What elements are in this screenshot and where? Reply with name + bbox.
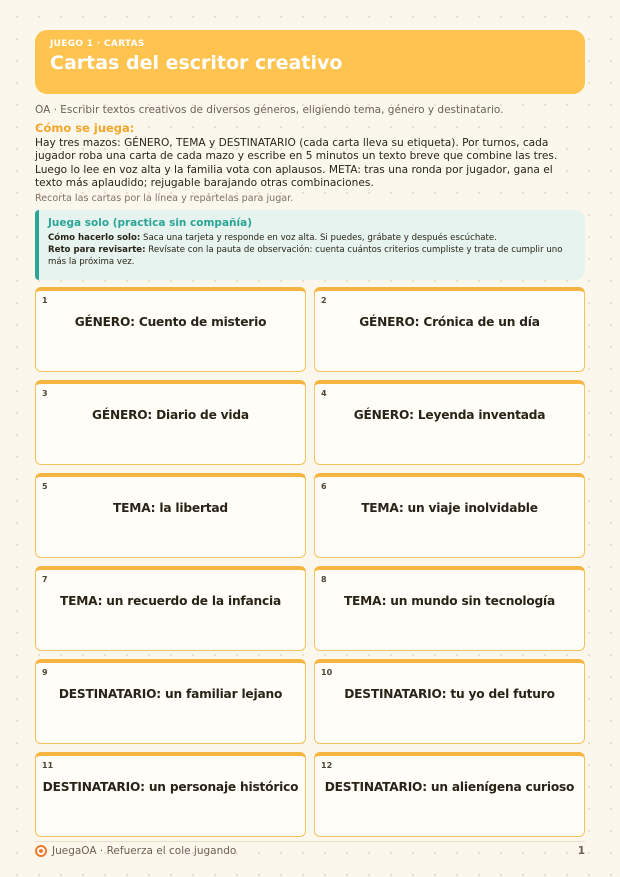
card — [314, 287, 585, 372]
card-number: 1 — [42, 296, 48, 305]
card — [35, 659, 306, 744]
card-label: GÉNERO: Diario de vida — [92, 408, 249, 422]
card-label: TEMA: un mundo sin tecnología — [343, 594, 556, 608]
solo-how-label: Cómo hacerlo solo: — [48, 233, 141, 243]
card-number: 10 — [321, 668, 333, 677]
card-number: 8 — [321, 575, 327, 584]
solo-review-line — [48, 244, 575, 268]
solo-how-text: Saca una tarjeta y responde en voz alta. Si puedes, grábate y después escúchate. — [140, 233, 497, 243]
card-label: DESTINATARIO: tu yo del futuro — [344, 687, 555, 701]
how-to-play-text: Hay tres mazos: GÉNERO, TEMA y DESTINATARIO (cada carta lleva su etiqueta). Por turnos, cada jugador roba una carta de cada mazo y escribe en 5 minutos un texto breve que combine las tres. Luego lo lee en voz alta y la familia vota con aplausos. META: tras una ronda por jugador, gana el texto más aplaudido; rejugable barajando otras combinaciones. — [35, 137, 558, 190]
card — [314, 566, 585, 651]
card-number: 2 — [321, 296, 327, 305]
card — [35, 287, 306, 372]
solo-title: Juega solo (practica sin compañía) — [48, 217, 252, 229]
cut-note: Recorta las cartas por la línea y repártelas para jugar. — [35, 193, 294, 204]
card — [314, 473, 585, 558]
card — [314, 752, 585, 837]
card — [35, 380, 306, 465]
footer-divider — [35, 841, 585, 842]
card-number: 4 — [321, 389, 327, 398]
solo-review-text: Revísate con la pauta de observación: cuenta cuántos criterios cumpliste y trata de cumplir uno más la próxima vez. — [48, 245, 563, 267]
footer-brand: JuegaOA · Refuerza el cole jugando — [52, 845, 237, 857]
solo-play-box — [35, 210, 585, 280]
card-label: DESTINATARIO: un personaje histórico — [42, 780, 299, 794]
card-number: 3 — [42, 389, 48, 398]
page-footer — [35, 843, 585, 859]
card-number: 9 — [42, 668, 48, 677]
target-icon — [35, 845, 47, 857]
card-label: TEMA: un viaje inolvidable — [361, 501, 538, 515]
card — [35, 752, 306, 837]
card — [35, 473, 306, 558]
page-title: Cartas del escritor creativo — [50, 52, 343, 74]
game-kicker: JUEGO 1 · CARTAS — [50, 39, 145, 49]
card-label: GÉNERO: Crónica de un día — [359, 315, 540, 329]
card-number: 12 — [321, 761, 333, 770]
learning-objective: OA · Escribir textos creativos de diversos géneros, eligiendo tema, género y destinatario. — [35, 104, 504, 116]
card — [35, 566, 306, 651]
card-number: 7 — [42, 575, 48, 584]
cards-grid — [35, 287, 585, 837]
card — [314, 659, 585, 744]
card-label: GÉNERO: Leyenda inventada — [353, 408, 546, 422]
card — [314, 380, 585, 465]
card-number: 6 — [321, 482, 327, 491]
solo-how-line — [48, 232, 575, 244]
card-label: TEMA: un recuerdo de la infancia — [59, 594, 282, 608]
card-label: DESTINATARIO: un familiar lejano — [58, 687, 283, 701]
card-number: 5 — [42, 482, 48, 491]
how-to-play-title: Cómo se juega: — [35, 121, 135, 135]
card-number: 11 — [42, 761, 54, 770]
card-label: GÉNERO: Cuento de misterio — [74, 315, 267, 329]
card-label: DESTINATARIO: un alienígena curioso — [324, 780, 575, 794]
page-header — [35, 30, 585, 94]
card-label: TEMA: la libertad — [113, 501, 228, 515]
page-number: 1 — [577, 845, 585, 857]
solo-review-label: Reto para revisarte: — [48, 245, 146, 255]
